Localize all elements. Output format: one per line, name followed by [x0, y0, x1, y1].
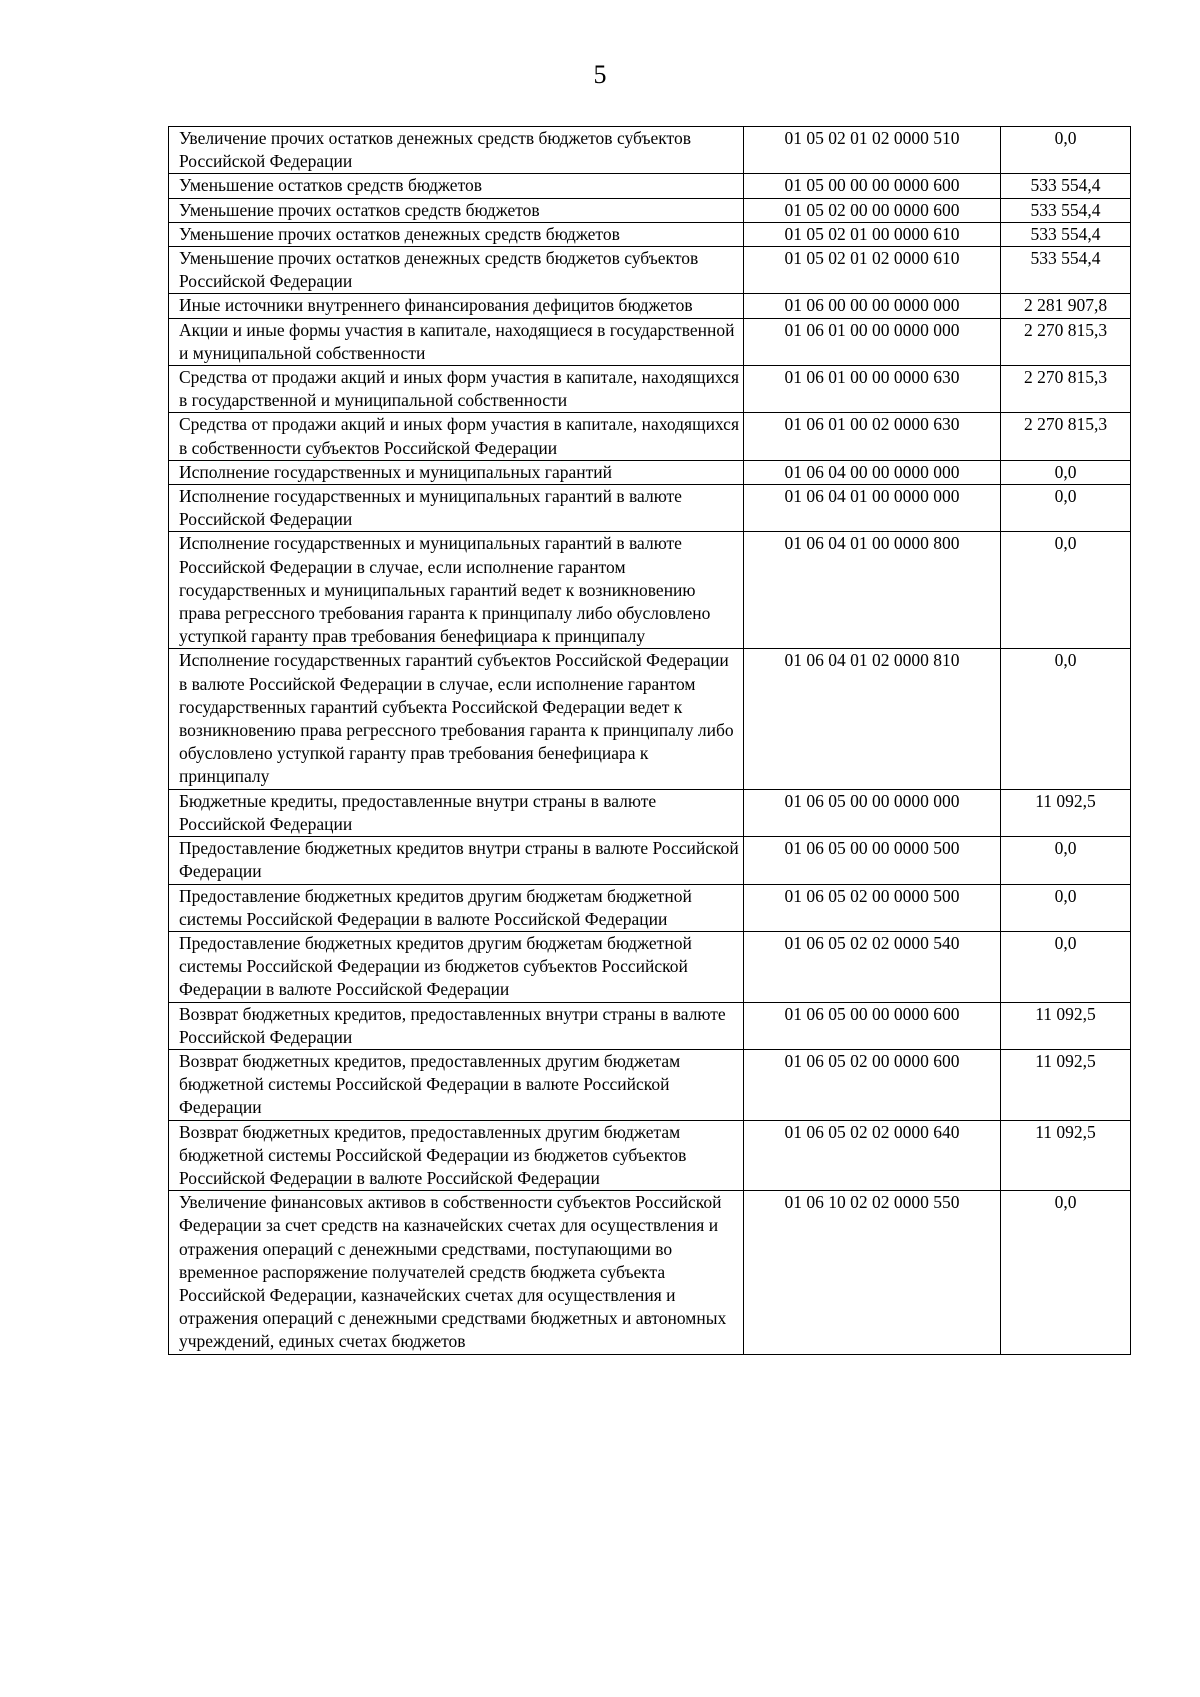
table-row	[169, 413, 1131, 460]
row-amount-cell: 0,0	[1001, 127, 1131, 174]
row-amount-cell: 0,0	[1001, 1191, 1131, 1354]
row-name-cell: Исполнение государственных и муниципальных гарантий в валюте Российской Федерации	[169, 485, 744, 532]
row-code-cell: 01 06 04 01 02 0000 810	[744, 649, 1001, 789]
table-row	[169, 222, 1131, 246]
table-row	[169, 837, 1131, 884]
row-code-cell: 01 05 00 00 00 0000 600	[744, 174, 1001, 198]
row-amount-cell: 0,0	[1001, 649, 1131, 789]
table-row	[169, 460, 1131, 484]
row-code-cell: 01 06 00 00 00 0000 000	[744, 294, 1001, 318]
row-code-cell: 01 05 02 01 02 0000 510	[744, 127, 1001, 174]
table-row	[169, 127, 1131, 174]
row-code-cell: 01 06 01 00 02 0000 630	[744, 413, 1001, 460]
row-amount-cell: 2 270 815,3	[1001, 413, 1131, 460]
table-row	[169, 485, 1131, 532]
row-name-cell: Акции и иные формы участия в капитале, находящиеся в государственной и муниципальной собственности	[169, 318, 744, 365]
table-row	[169, 1191, 1131, 1354]
row-name-cell: Возврат бюджетных кредитов, предоставленных другим бюджетам бюджетной системы Российской Федерации в валюте Российской Федерации	[169, 1049, 744, 1120]
page-number: 5	[593, 60, 607, 89]
row-name-cell: Уменьшение прочих остатков денежных средств бюджетов	[169, 222, 744, 246]
row-code-cell: 01 06 05 02 02 0000 540	[744, 931, 1001, 1002]
row-amount-cell: 0,0	[1001, 931, 1131, 1002]
row-amount-cell: 0,0	[1001, 884, 1131, 931]
row-name-cell: Увеличение прочих остатков денежных средств бюджетов субъектов Российской Федерации	[169, 127, 744, 174]
row-name-cell: Исполнение государственных гарантий субъектов Российской Федерации в валюте Российской Федерации в случае, если исполнение гарантом государственных гарантий субъекта Российской Федерации ведет к возникновению права регрессного требования гаранта к принципалу либо обусловлено уступкой гаранту прав требования бенефициара к принципалу	[169, 649, 744, 789]
row-code-cell: 01 06 04 00 00 0000 000	[744, 460, 1001, 484]
row-amount-cell: 0,0	[1001, 460, 1131, 484]
row-amount-cell: 11 092,5	[1001, 1120, 1131, 1191]
table-row	[169, 247, 1131, 294]
table-row	[169, 1120, 1131, 1191]
row-amount-cell: 533 554,4	[1001, 247, 1131, 294]
row-name-cell: Уменьшение остатков средств бюджетов	[169, 174, 744, 198]
table-row	[169, 198, 1131, 222]
row-code-cell: 01 06 01 00 00 0000 000	[744, 318, 1001, 365]
row-code-cell: 01 06 05 02 02 0000 640	[744, 1120, 1001, 1191]
row-amount-cell: 11 092,5	[1001, 1002, 1131, 1049]
row-code-cell: 01 06 05 00 00 0000 000	[744, 789, 1001, 836]
row-amount-cell: 11 092,5	[1001, 789, 1131, 836]
row-name-cell: Средства от продажи акций и иных форм участия в капитале, находящихся в собственности субъектов Российской Федерации	[169, 413, 744, 460]
row-name-cell: Исполнение государственных и муниципальных гарантий	[169, 460, 744, 484]
budget-sources-table	[168, 126, 1131, 1355]
row-amount-cell: 533 554,4	[1001, 198, 1131, 222]
row-code-cell: 01 06 05 00 00 0000 600	[744, 1002, 1001, 1049]
table-row	[169, 789, 1131, 836]
row-name-cell: Возврат бюджетных кредитов, предоставленных другим бюджетам бюджетной системы Российской Федерации из бюджетов субъектов Российской Федерации в валюте Российской Федерации	[169, 1120, 744, 1191]
row-name-cell: Уменьшение прочих остатков средств бюджетов	[169, 198, 744, 222]
row-code-cell: 01 06 05 02 00 0000 500	[744, 884, 1001, 931]
row-name-cell: Иные источники внутреннего финансирования дефицитов бюджетов	[169, 294, 744, 318]
row-code-cell: 01 06 05 02 00 0000 600	[744, 1049, 1001, 1120]
row-name-cell: Бюджетные кредиты, предоставленные внутри страны в валюте Российской Федерации	[169, 789, 744, 836]
row-amount-cell: 533 554,4	[1001, 174, 1131, 198]
row-name-cell: Предоставление бюджетных кредитов внутри страны в валюте Российской Федерации	[169, 837, 744, 884]
row-code-cell: 01 05 02 01 00 0000 610	[744, 222, 1001, 246]
row-amount-cell: 2 270 815,3	[1001, 318, 1131, 365]
table-row	[169, 174, 1131, 198]
row-amount-cell: 0,0	[1001, 532, 1131, 649]
row-code-cell: 01 05 02 01 02 0000 610	[744, 247, 1001, 294]
table-row	[169, 1002, 1131, 1049]
row-code-cell: 01 06 04 01 00 0000 000	[744, 485, 1001, 532]
row-name-cell: Исполнение государственных и муниципальных гарантий в валюте Российской Федерации в случае, если исполнение гарантом государственных и муниципальных гарантий ведет к возникновению права регрессного требования гаранта к принципалу либо обусловлено уступкой гаранту прав требования бенефициара к принципалу	[169, 532, 744, 649]
row-amount-cell: 11 092,5	[1001, 1049, 1131, 1120]
row-name-cell: Возврат бюджетных кредитов, предоставленных внутри страны в валюте Российской Федерации	[169, 1002, 744, 1049]
row-amount-cell: 2 270 815,3	[1001, 366, 1131, 413]
table-row	[169, 532, 1131, 649]
row-code-cell: 01 06 10 02 02 0000 550	[744, 1191, 1001, 1354]
row-name-cell: Предоставление бюджетных кредитов другим бюджетам бюджетной системы Российской Федерации из бюджетов субъектов Российской Федерации в валюте Российской Федерации	[169, 931, 744, 1002]
row-name-cell: Средства от продажи акций и иных форм участия в капитале, находящихся в государственной и муниципальной собственности	[169, 366, 744, 413]
row-name-cell: Увеличение финансовых активов в собственности субъектов Российской Федерации за счет средств на казначейских счетах для осуществления и отражения операций с денежными средствами, поступающими во временное распоряжение получателей средств бюджета субъекта Российской Федерации, казначейских счетах для осуществления и отражения операций с денежными средствами бюджетных и автономных учреждений, единых счетах бюджетов	[169, 1191, 744, 1354]
row-name-cell: Уменьшение прочих остатков денежных средств бюджетов субъектов Российской Федерации	[169, 247, 744, 294]
table-row	[169, 294, 1131, 318]
row-name-cell: Предоставление бюджетных кредитов другим бюджетам бюджетной системы Российской Федерации в валюте Российской Федерации	[169, 884, 744, 931]
table-row	[169, 931, 1131, 1002]
row-amount-cell: 0,0	[1001, 837, 1131, 884]
row-amount-cell: 0,0	[1001, 485, 1131, 532]
row-code-cell: 01 06 01 00 00 0000 630	[744, 366, 1001, 413]
table-row	[169, 1049, 1131, 1120]
row-amount-cell: 2 281 907,8	[1001, 294, 1131, 318]
row-amount-cell: 533 554,4	[1001, 222, 1131, 246]
table-body	[169, 127, 1131, 1355]
table-row	[169, 318, 1131, 365]
row-code-cell: 01 05 02 00 00 0000 600	[744, 198, 1001, 222]
table-row	[169, 366, 1131, 413]
table-row	[169, 649, 1131, 789]
row-code-cell: 01 06 05 00 00 0000 500	[744, 837, 1001, 884]
row-code-cell: 01 06 04 01 00 0000 800	[744, 532, 1001, 649]
table-row	[169, 884, 1131, 931]
